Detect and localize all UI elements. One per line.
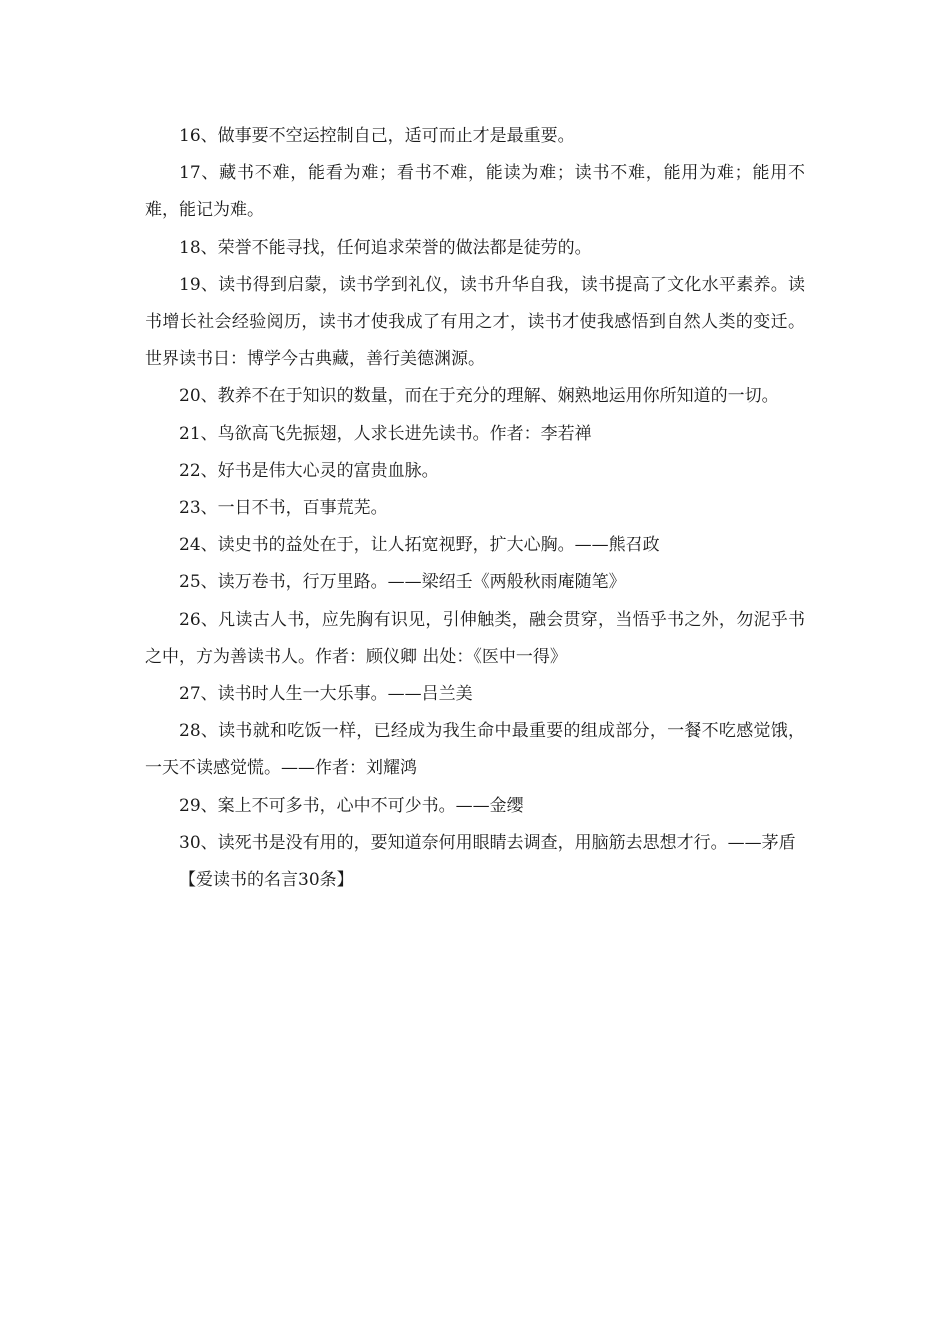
quote-28: 28、读书就和吃饭一样，已经成为我生命中最重要的组成部分，一餐不吃感觉饿，一天不读感觉慌。——作者：刘耀鸿 <box>145 721 805 779</box>
quote-29: 29、案上不可多书，心中不可少书。——金缨 <box>179 795 524 816</box>
quote-16: 16、做事要不空运控制自己，适可而止才是最重要。 <box>179 126 575 146</box>
quote-30: 30、读死书是没有用的，要知道奈何用眼睛去调查，用脑筋去思想才行。——茅盾 <box>179 832 796 853</box>
quote-22: 22、好书是伟大心灵的富贵血脉。 <box>179 460 439 481</box>
quote-19: 19、读书得到启蒙，读书学到礼仪，读书升华自我，读书提高了文化水平素养。读书增长社会经验阅历，读书才使我成了有用之才，读书才使我感悟到自然人类的变迁。世界读书日：博学今古典藏，善行美德渊源。 <box>145 274 805 370</box>
quote-21: 21、鸟欲高飞先振翅，人求长进先读书。作者：李若禅 <box>179 423 592 444</box>
quote-20: 20、教养不在于知识的数量，而在于充分的理解、娴熟地运用你所知道的一切。 <box>179 386 779 407</box>
quote-24: 24、读史书的益处在于，让人拓宽视野，扩大心胸。——熊召政 <box>179 535 660 556</box>
quote-26: 26、凡读古人书，应先胸有识见，引伸触类，融会贯穿，当悟乎书之外，勿泥乎书之中，方为善读书人。作者：顾仪卿 出处：《医中一得》 <box>145 609 805 667</box>
quote-17: 17、藏书不难，能看为难；看书不难，能读为难；读书不难，能用为难；能用不难，能记为难。 <box>145 163 805 221</box>
quote-27: 27、读书时人生一大乐事。——吕兰美 <box>179 684 473 705</box>
footer-title: 【爱读书的名言30条】 <box>179 870 354 891</box>
quote-25: 25、读万卷书，行万里路。——梁绍壬《两般秋雨庵随笔》 <box>179 572 626 593</box>
quote-18: 18、荣誉不能寻找，任何追求荣誉的做法都是徒劳的。 <box>179 237 592 258</box>
quote-23: 23、一日不书，百事荒芜。 <box>179 498 388 519</box>
document-body <box>145 118 805 899</box>
